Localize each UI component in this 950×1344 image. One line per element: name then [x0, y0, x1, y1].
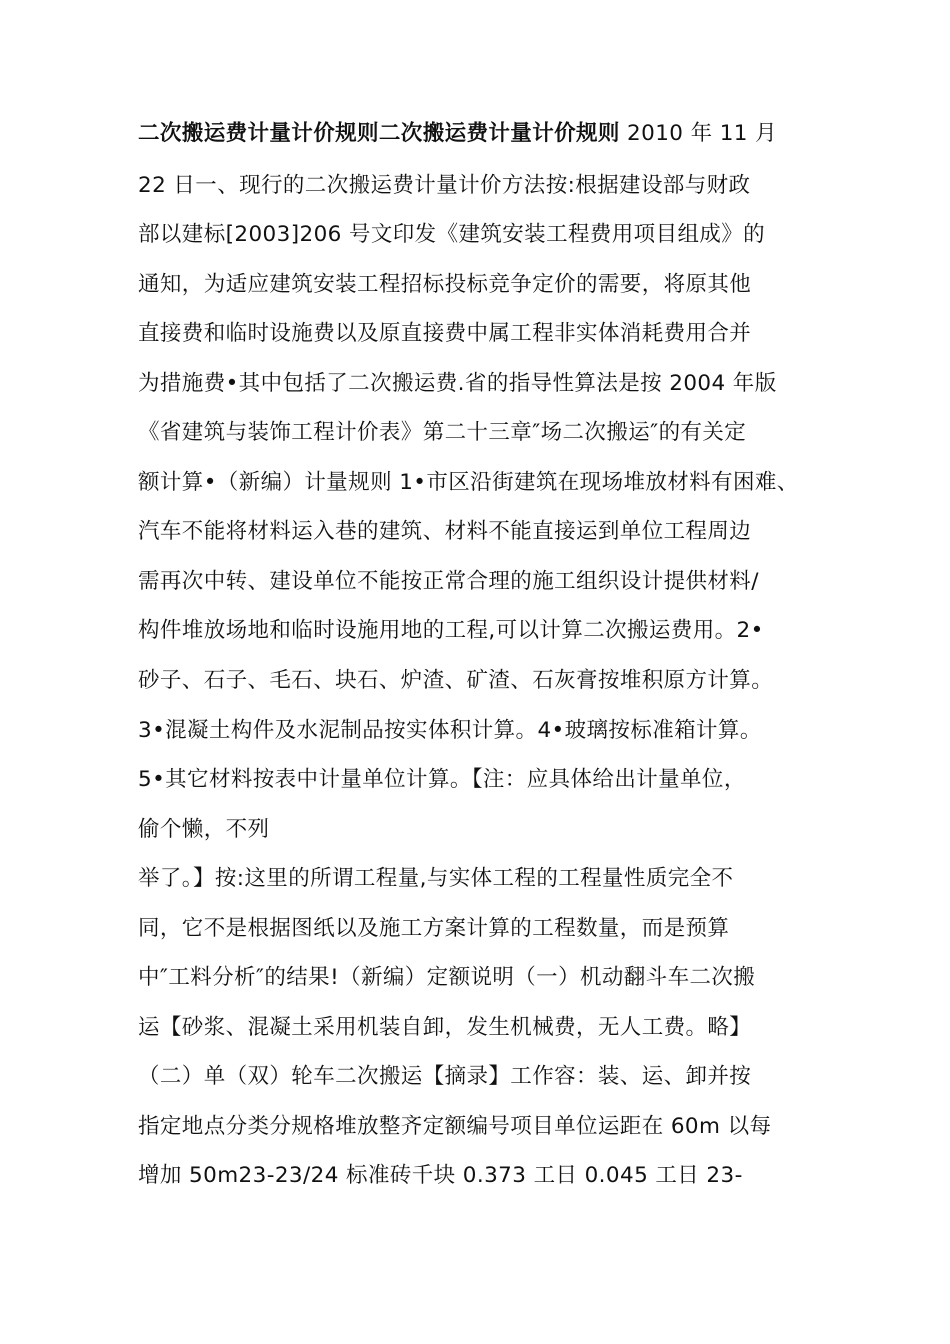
text-line-15: 偷个懒，不列	[138, 817, 270, 842]
text-line-8: 额计算•（新编）计量规则 1•市区沿街建筑在现场堆放材料有困难、	[138, 470, 799, 495]
text-line-16: 举了。】按:这里的所谓工程量,与实体工程的工程量性质完全不	[138, 866, 734, 891]
text-line-17: 同，它不是根据图纸以及施工方案计算的工程数量，而是预算	[138, 916, 730, 941]
text-line-14: 5•其它材料按表中计量单位计算。【注：应具体给出计量单位，	[138, 767, 746, 792]
text-line-7: 《省建筑与装饰工程计价表》第二十三章″场二次搬运″的有关定	[138, 420, 747, 445]
text-line-4: 通知，为适应建筑安装工程招标投标竞争定价的需要，将原其他	[138, 272, 752, 297]
text-line-18: 中″工料分析″的结果!（新编）定额说明（一）机动翻斗车二次搬	[138, 965, 756, 990]
document-title: 二次搬运费计量计价规则二次搬运费计量计价规则	[138, 121, 620, 146]
text-line-1	[138, 119, 777, 149]
text-line-21: 指定地点分类分规格堆放整齐定额编号项目单位运距在 60m 以每	[138, 1114, 772, 1139]
text-line-6: 为措施费•其中包括了二次搬运费.省的指导性算法是按 2004 年版	[138, 371, 777, 396]
text-line-19: 运【砂浆、混凝土采用机装自卸，发生机械费，无人工费。略】	[138, 1015, 752, 1040]
text-line-5: 直接费和临时设施费以及原直接费中属工程非实体消耗费用合并	[138, 321, 752, 346]
text-line-12: 砂子、石子、毛石、块石、炉渣、矿渣、石灰膏按堆积原方计算。	[138, 668, 774, 693]
text-line-11: 构件堆放场地和临时设施用地的工程,可以计算二次搬运费用。2•	[138, 618, 764, 643]
text-line-22: 增加 50m23-23/24 标准砖千块 0.373 工日 0.045 工日 23-	[138, 1163, 743, 1188]
text-line-2: 22 日一、现行的二次搬运费计量计价方法按:根据建设部与财政	[138, 173, 751, 198]
title-date: 2010 年 11 月	[619, 121, 778, 146]
text-line-10: 需再次中转、建设单位不能按正常合理的施工组织设计提供材料/	[138, 569, 759, 594]
text-line-3: 部以建标[2003]206 号文印发《建筑安装工程费用项目组成》的	[138, 222, 766, 247]
text-line-20: （二）单（双）轮车二次搬运【摘录】工作容：装、运、卸并按	[138, 1064, 752, 1089]
text-line-9: 汽车不能将材料运入巷的建筑、材料不能直接运到单位工程周边	[138, 519, 752, 544]
text-line-13: 3•混凝土构件及水泥制品按实体积计算。4•玻璃按标准箱计算。	[138, 718, 762, 743]
